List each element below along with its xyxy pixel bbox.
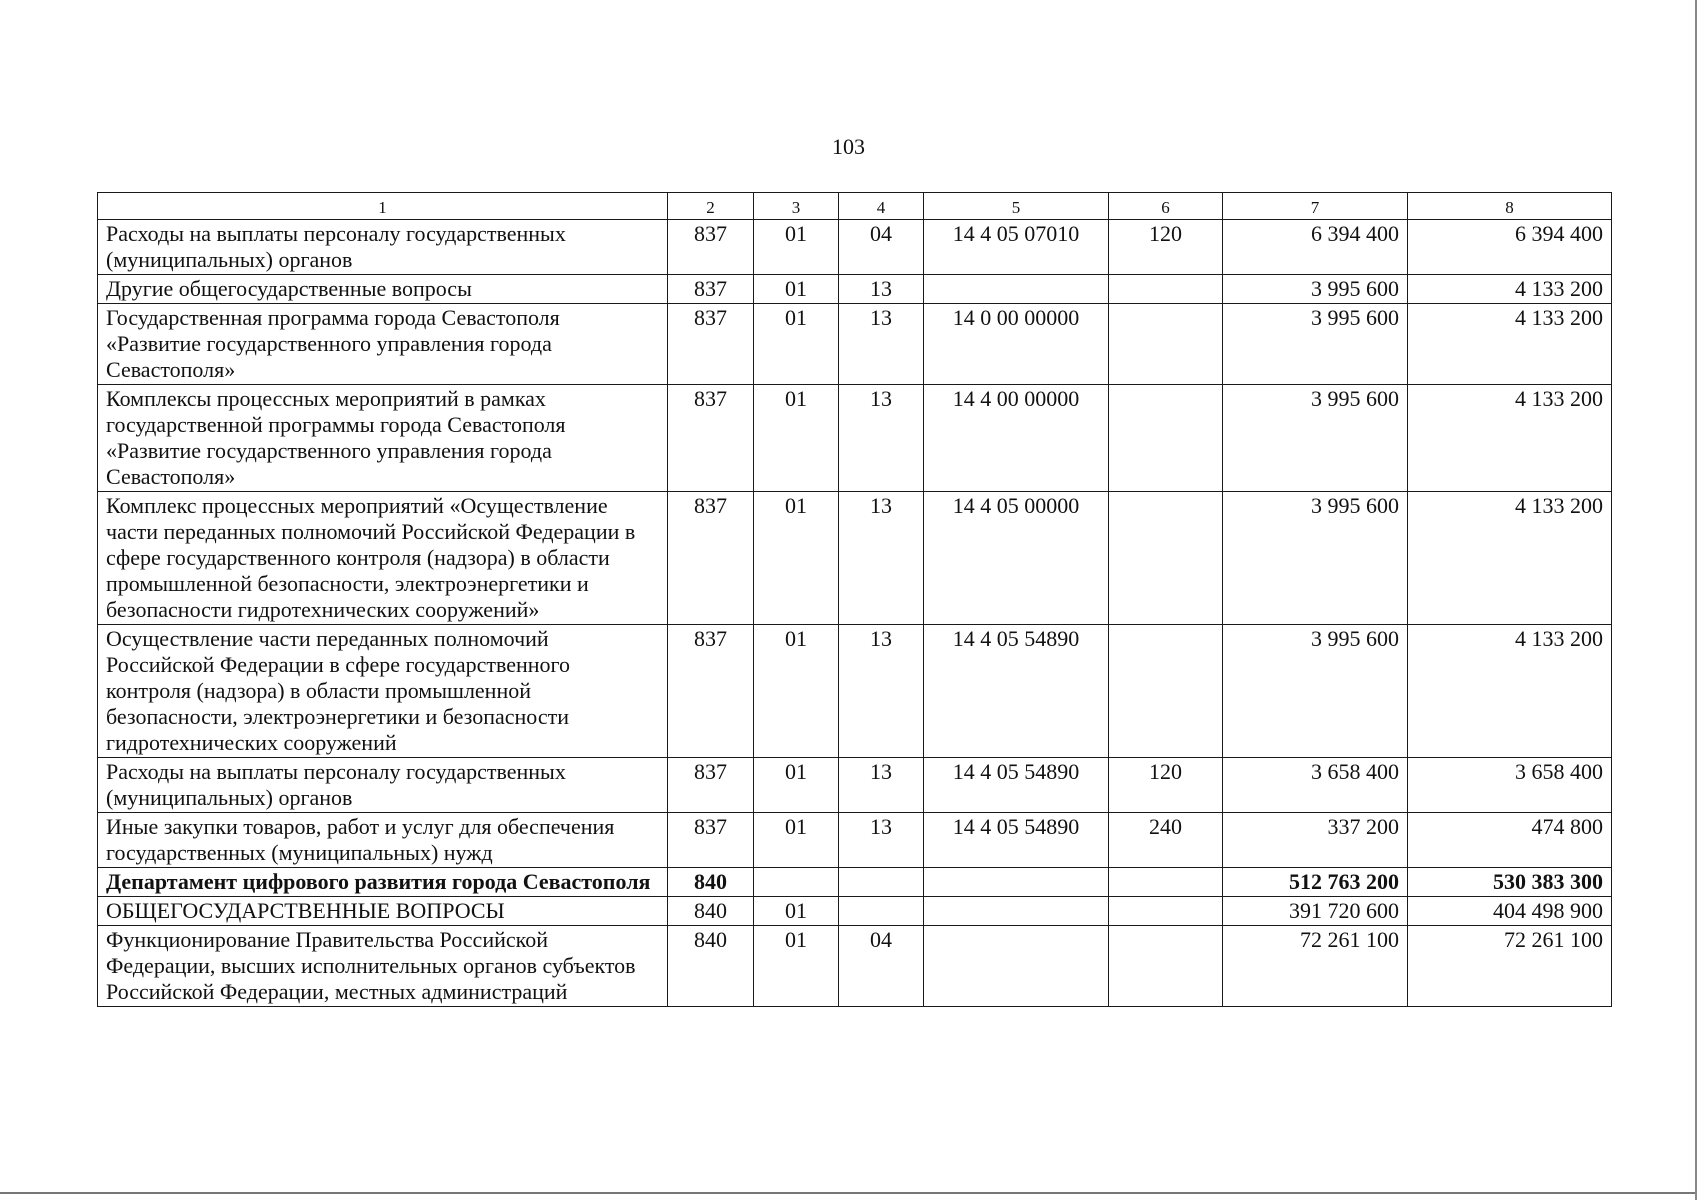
table-row bbox=[98, 813, 1612, 868]
section-code-cell: 01 bbox=[754, 275, 839, 304]
expense-type-cell bbox=[1109, 304, 1223, 385]
table-body bbox=[98, 220, 1612, 1007]
amount-col7-cell: 337 200 bbox=[1223, 813, 1408, 868]
section-code-cell: 01 bbox=[754, 813, 839, 868]
ministry-code-cell: 837 bbox=[668, 758, 754, 813]
amount-col7-cell: 3 995 600 bbox=[1223, 625, 1408, 758]
amount-col7-cell: 3 658 400 bbox=[1223, 758, 1408, 813]
amount-col8-cell: 4 133 200 bbox=[1408, 304, 1612, 385]
header-col-5: 5 bbox=[924, 193, 1109, 220]
expense-type-cell: 120 bbox=[1109, 758, 1223, 813]
amount-col7-cell: 3 995 600 bbox=[1223, 492, 1408, 625]
ministry-code-cell: 837 bbox=[668, 385, 754, 492]
row-name-cell: Осуществление части переданных полномочий Российской Федерации в сфере государственного контроля (надзора) в области промышленной безопасности, электроэнергетики и безопасности гидротехнических сооружений bbox=[98, 625, 668, 758]
section-code-cell: 01 bbox=[754, 220, 839, 275]
subsection-code-cell: 04 bbox=[839, 926, 924, 1007]
expense-type-cell bbox=[1109, 275, 1223, 304]
ministry-code-cell: 837 bbox=[668, 813, 754, 868]
expense-type-cell bbox=[1109, 385, 1223, 492]
subsection-code-cell bbox=[839, 897, 924, 926]
table-row bbox=[98, 758, 1612, 813]
header-col-2: 2 bbox=[668, 193, 754, 220]
expense-type-cell bbox=[1109, 897, 1223, 926]
table-row bbox=[98, 897, 1612, 926]
header-col-3: 3 bbox=[754, 193, 839, 220]
amount-col8-cell: 404 498 900 bbox=[1408, 897, 1612, 926]
table-row bbox=[98, 220, 1612, 275]
section-code-cell: 01 bbox=[754, 758, 839, 813]
target-article-cell: 14 4 05 07010 bbox=[924, 220, 1109, 275]
amount-col8-cell: 4 133 200 bbox=[1408, 275, 1612, 304]
section-code-cell bbox=[754, 868, 839, 897]
section-code-cell: 01 bbox=[754, 492, 839, 625]
header-col-8: 8 bbox=[1408, 193, 1612, 220]
subsection-code-cell: 13 bbox=[839, 492, 924, 625]
amount-col7-cell: 6 394 400 bbox=[1223, 220, 1408, 275]
expense-type-cell bbox=[1109, 926, 1223, 1007]
table-row bbox=[98, 304, 1612, 385]
ministry-code-cell: 840 bbox=[668, 868, 754, 897]
ministry-code-cell: 840 bbox=[668, 897, 754, 926]
target-article-cell bbox=[924, 897, 1109, 926]
target-article-cell: 14 4 05 00000 bbox=[924, 492, 1109, 625]
amount-col7-cell: 512 763 200 bbox=[1223, 868, 1408, 897]
row-name-cell: Комплекс процессных мероприятий «Осуществление части переданных полномочий Российской Федерации в сфере государственного контроля (надзора) в области промышленной безопасности, электроэнергетики и безопасности гидротехнических сооружений» bbox=[98, 492, 668, 625]
row-name-cell: ОБЩЕГОСУДАРСТВЕННЫЕ ВОПРОСЫ bbox=[98, 897, 668, 926]
target-article-cell: 14 0 00 00000 bbox=[924, 304, 1109, 385]
ministry-code-cell: 837 bbox=[668, 625, 754, 758]
amount-col8-cell: 4 133 200 bbox=[1408, 625, 1612, 758]
header-col-1: 1 bbox=[98, 193, 668, 220]
amount-col8-cell: 72 261 100 bbox=[1408, 926, 1612, 1007]
expense-type-cell: 240 bbox=[1109, 813, 1223, 868]
row-name-cell: Комплексы процессных мероприятий в рамках государственной программы города Севастополя «Развитие государственного управления города Севастополя» bbox=[98, 385, 668, 492]
section-code-cell: 01 bbox=[754, 385, 839, 492]
ministry-code-cell: 837 bbox=[668, 275, 754, 304]
subsection-code-cell: 13 bbox=[839, 275, 924, 304]
subsection-code-cell: 13 bbox=[839, 385, 924, 492]
row-name-cell: Другие общегосударственные вопросы bbox=[98, 275, 668, 304]
header-col-4: 4 bbox=[839, 193, 924, 220]
section-code-cell: 01 bbox=[754, 926, 839, 1007]
table-row bbox=[98, 275, 1612, 304]
table-row bbox=[98, 625, 1612, 758]
table-row bbox=[98, 492, 1612, 625]
subsection-code-cell: 13 bbox=[839, 813, 924, 868]
subsection-code-cell: 13 bbox=[839, 758, 924, 813]
target-article-cell: 14 4 05 54890 bbox=[924, 813, 1109, 868]
amount-col8-cell: 3 658 400 bbox=[1408, 758, 1612, 813]
section-code-cell: 01 bbox=[754, 304, 839, 385]
amount-col8-cell: 4 133 200 bbox=[1408, 492, 1612, 625]
table-header bbox=[98, 193, 1612, 220]
section-code-cell: 01 bbox=[754, 625, 839, 758]
amount-col8-cell: 6 394 400 bbox=[1408, 220, 1612, 275]
amount-col8-cell: 4 133 200 bbox=[1408, 385, 1612, 492]
amount-col7-cell: 3 995 600 bbox=[1223, 304, 1408, 385]
amount-col8-cell: 474 800 bbox=[1408, 813, 1612, 868]
row-name-cell: Департамент цифрового развития города Севастополя bbox=[98, 868, 668, 897]
scan-edge-line bbox=[0, 1192, 1697, 1194]
subsection-code-cell: 13 bbox=[839, 304, 924, 385]
table-row bbox=[98, 385, 1612, 492]
table-row bbox=[98, 868, 1612, 897]
amount-col7-cell: 3 995 600 bbox=[1223, 275, 1408, 304]
row-name-cell: Расходы на выплаты персоналу государственных (муниципальных) органов bbox=[98, 220, 668, 275]
amount-col8-cell: 530 383 300 bbox=[1408, 868, 1612, 897]
target-article-cell bbox=[924, 868, 1109, 897]
subsection-code-cell: 13 bbox=[839, 625, 924, 758]
target-article-cell: 14 4 00 00000 bbox=[924, 385, 1109, 492]
table-row bbox=[98, 926, 1612, 1007]
section-code-cell: 01 bbox=[754, 897, 839, 926]
header-row bbox=[98, 193, 1612, 220]
subsection-code-cell: 04 bbox=[839, 220, 924, 275]
ministry-code-cell: 837 bbox=[668, 492, 754, 625]
page-number: 103 bbox=[832, 134, 865, 159]
header-col-7: 7 bbox=[1223, 193, 1408, 220]
expense-type-cell bbox=[1109, 492, 1223, 625]
target-article-cell: 14 4 05 54890 bbox=[924, 625, 1109, 758]
subsection-code-cell bbox=[839, 868, 924, 897]
target-article-cell bbox=[924, 275, 1109, 304]
row-name-cell: Государственная программа города Севастополя «Развитие государственного управления города Севастополя» bbox=[98, 304, 668, 385]
header-col-6: 6 bbox=[1109, 193, 1223, 220]
target-article-cell: 14 4 05 54890 bbox=[924, 758, 1109, 813]
budget-table bbox=[97, 192, 1612, 1007]
ministry-code-cell: 837 bbox=[668, 304, 754, 385]
expense-type-cell: 120 bbox=[1109, 220, 1223, 275]
row-name-cell: Функционирование Правительства Российской Федерации, высших исполнительных органов субъектов Российской Федерации, местных администраций bbox=[98, 926, 668, 1007]
amount-col7-cell: 72 261 100 bbox=[1223, 926, 1408, 1007]
row-name-cell: Иные закупки товаров, работ и услуг для обеспечения государственных (муниципальных) нужд bbox=[98, 813, 668, 868]
row-name-cell: Расходы на выплаты персоналу государственных (муниципальных) органов bbox=[98, 758, 668, 813]
amount-col7-cell: 3 995 600 bbox=[1223, 385, 1408, 492]
target-article-cell bbox=[924, 926, 1109, 1007]
expense-type-cell bbox=[1109, 625, 1223, 758]
ministry-code-cell: 840 bbox=[668, 926, 754, 1007]
expense-type-cell bbox=[1109, 868, 1223, 897]
amount-col7-cell: 391 720 600 bbox=[1223, 897, 1408, 926]
ministry-code-cell: 837 bbox=[668, 220, 754, 275]
